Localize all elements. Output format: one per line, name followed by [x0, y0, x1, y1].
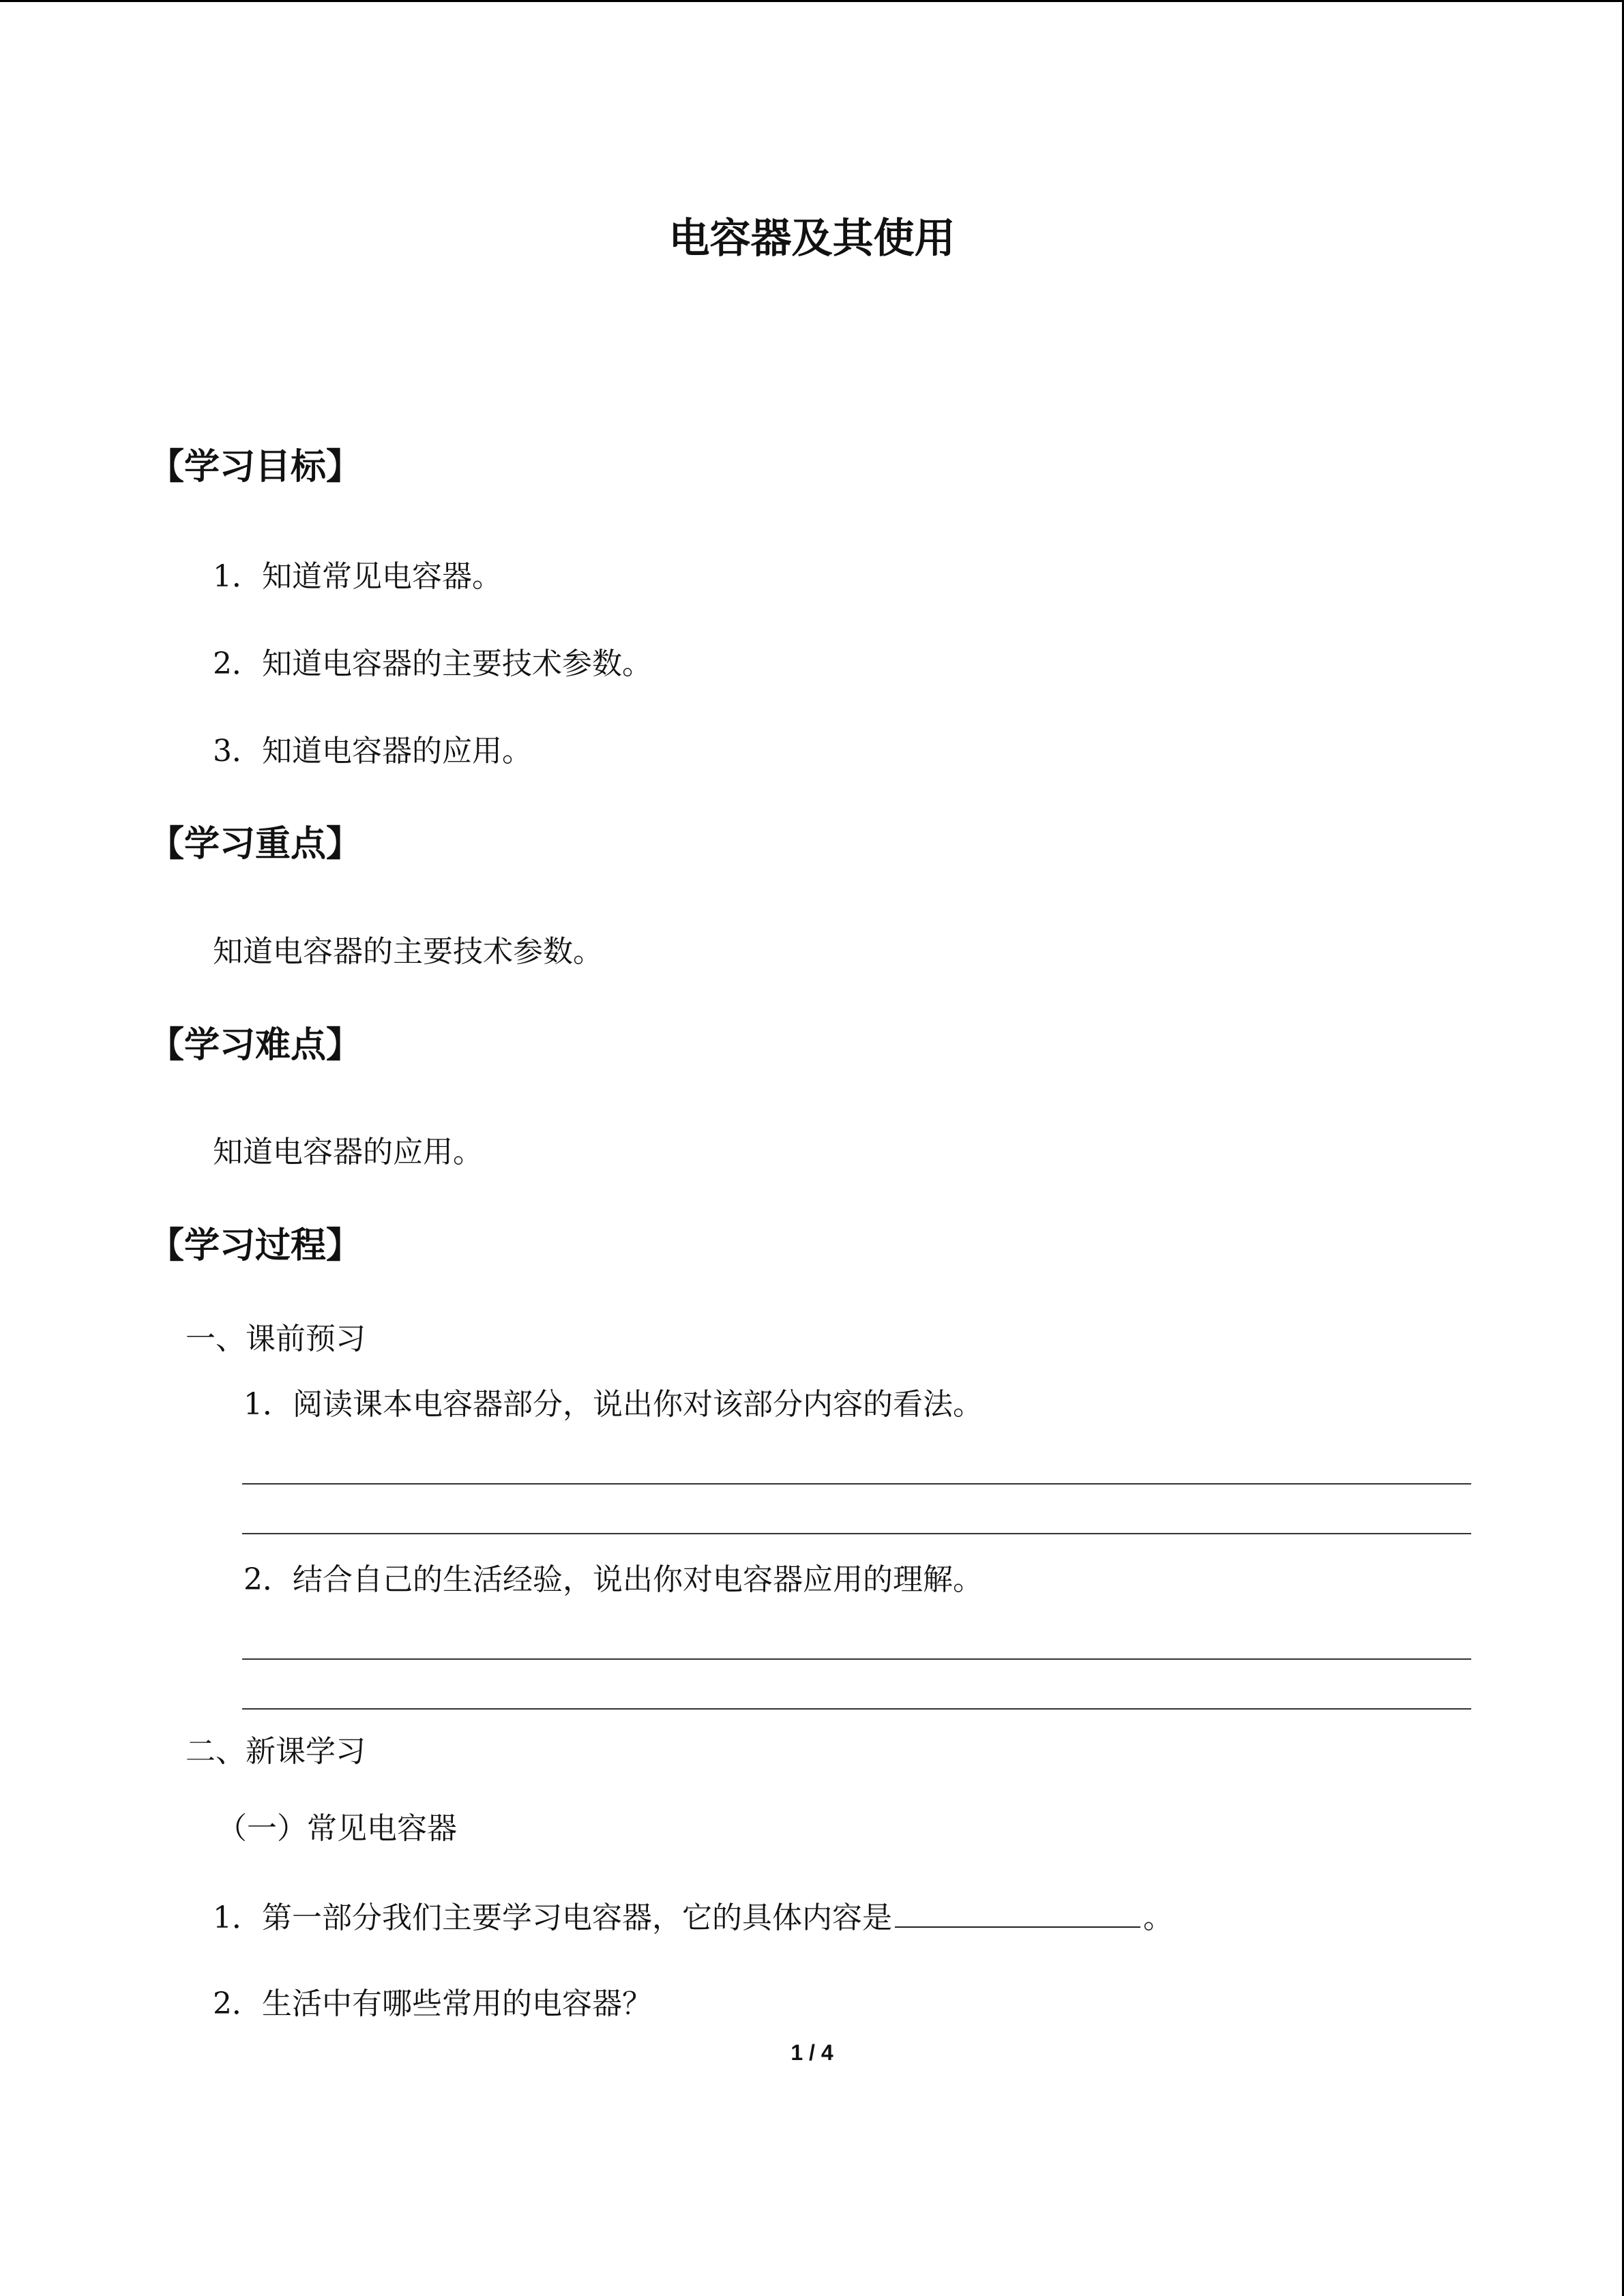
new-lesson-section-label: 二、新课学习 [186, 1734, 366, 1769]
key-points-text: 知道电容器的主要技术参数。 [213, 934, 603, 969]
answer-line[interactable] [242, 1708, 1471, 1710]
page-number: 1 / 4 [791, 2040, 833, 2065]
answer-line[interactable] [242, 1533, 1471, 1534]
objectives-heading: 【学习目标】 [149, 447, 362, 488]
answer-line[interactable] [242, 1658, 1471, 1660]
preview-section-label: 一、课前预习 [186, 1322, 366, 1356]
objective-item-2: 2．知道电容器的主要技术参数。 [213, 646, 652, 681]
preview-question-1: 1．阅读课本电容器部分，说出你对该部分内容的看法。 [243, 1387, 983, 1422]
objective-item-1: 1．知道常见电容器。 [213, 559, 502, 594]
objective-item-3: 3．知道电容器的应用。 [213, 734, 532, 769]
process-heading: 【学习过程】 [149, 1225, 362, 1266]
page-title: 电容器及其使用 [668, 215, 956, 263]
key-points-heading: 【学习重点】 [149, 824, 362, 865]
new-lesson-question-2: 2．生活中有哪些常用的电容器？ [213, 1986, 652, 2021]
question-1-end: 。 [1143, 1900, 1173, 1935]
answer-line[interactable] [242, 1483, 1471, 1485]
difficulties-text: 知道电容器的应用。 [213, 1135, 483, 1169]
fill-in-blank[interactable] [895, 1896, 1140, 1928]
subsection-common-capacitors: （一）常见电容器 [217, 1811, 457, 1846]
difficulties-heading: 【学习难点】 [149, 1025, 362, 1066]
question-1-text: 1．第一部分我们主要学习电容器，它的具体内容是 [213, 1900, 892, 1935]
new-lesson-question-1 [213, 1896, 1173, 1939]
preview-question-2: 2．结合自己的生活经验，说出你对电容器应用的理解。 [243, 1562, 983, 1597]
